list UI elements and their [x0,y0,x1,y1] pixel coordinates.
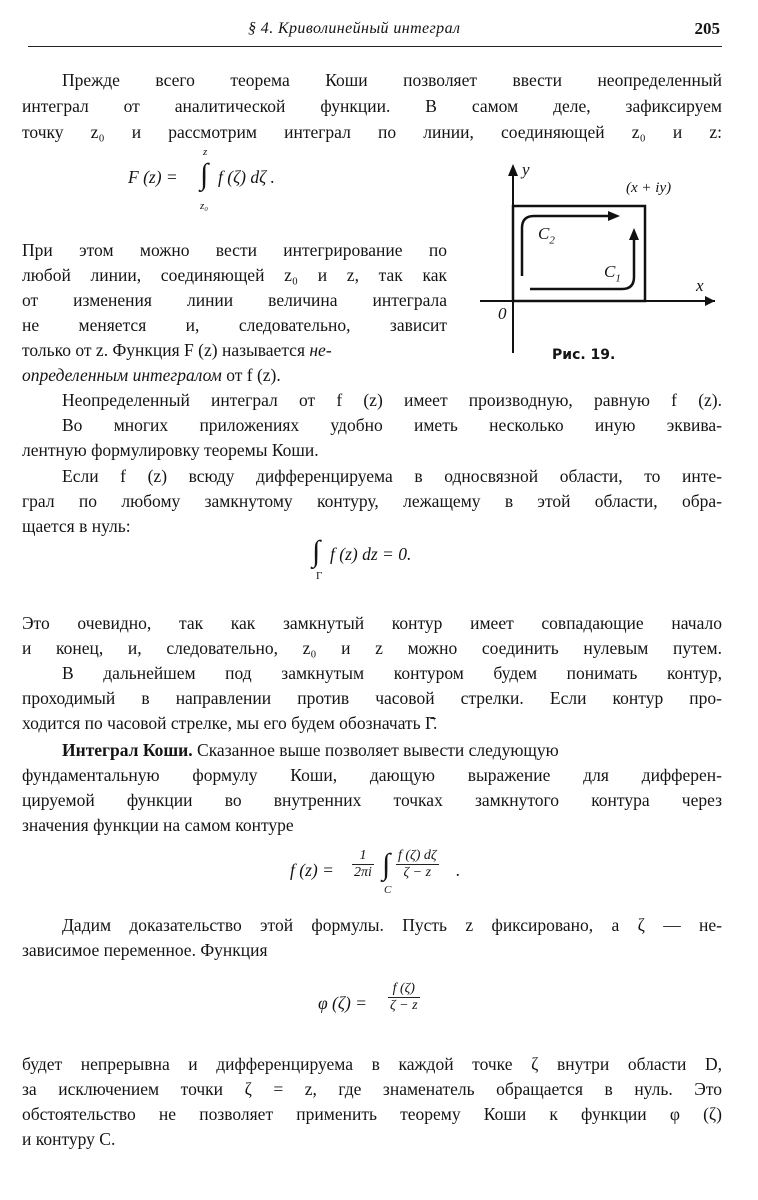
contour-diagram [470,158,720,358]
paragraph-2-line-5 [22,339,447,361]
integral-sign-2: ∫ [312,535,321,568]
formula-3-contour: C [384,884,392,896]
figure-caption: Рис. 19. [552,347,616,363]
paragraph-10-line-2: за исключением точки ζ = z, где знаменатель обращается в нуль. Это [22,1079,722,1099]
paragraph-4-line-2: лентную формулировку теоремы Коши. [22,440,319,460]
point-label: (x + iy) [626,180,672,196]
paragraph-8-line-2: фундаментальную формулу Коши, дающую выражение для дифферен- [22,765,722,785]
paragraph-6-line-2: и конец, и, следовательно, z₀ и z можно соединить нулевым путем. [22,638,722,658]
figure-19 [470,158,720,358]
paragraph-8-line-1 [62,739,722,761]
integral-sign-1: ∫ [200,158,209,191]
paragraph-2-line-2: любой линии, соединяющей z₀ и z, так как [22,265,447,285]
integral-sign-3: ∫ [382,848,391,881]
paragraph-7-line-3: ходится по часовой стрелке, мы его будем обозначать Γ̄. [22,713,438,733]
formula-3-coefficient-denominator: 2πi [354,865,372,880]
c2-label [538,224,555,246]
formula-3-integrand [396,848,439,881]
formula-4-fraction [388,981,420,1014]
paragraph-2-line-3: от изменения линии величина интеграла [22,290,447,310]
formula-1-lhs: F (z) = [128,167,178,187]
paragraph-8-line-1-text: Сказанное выше позволяет вывести следующую [197,740,559,760]
paragraph-10-line-3: обстоятельство не позволяет применить теорему Коши к функции φ (ζ) [22,1104,722,1124]
term-indefinite-integral: определенным интегралом [22,365,222,385]
paragraph-1-line-2: интеграл от аналитической функции. В самом деле, зафиксируем [22,96,722,116]
formula-4-numerator: f (ζ) [388,981,420,998]
paragraph-2-line-6 [22,364,447,386]
paragraph-7-line-2: проходимый в направлении против часовой стрелки. Если контур про- [22,688,722,708]
running-header [28,18,722,47]
paragraph-4-line-1: Во многих приложениях удобно иметь несколько иную эквива- [62,415,722,435]
formula-3-coefficient [352,848,374,881]
formula-3-lhs: f (z) = [290,860,334,880]
paragraph-2-line-6-text: от f (z). [226,365,281,385]
running-title: § 4. Криволинейный интеграл [248,20,461,37]
paragraph-2-line-4: не меняется и, следовательно, зависит [22,315,447,335]
formula-3-denominator: ζ − z [403,865,432,880]
paragraph-9-line-1: Дадим доказательство этой формулы. Пусть z фиксировано, а ζ — не- [62,915,722,935]
x-axis-arrow [705,296,715,306]
c2-letter: C [538,224,550,243]
paragraph-10-line-4: и контуру C. [22,1129,116,1149]
formula-1-integrand: f (ζ) dζ . [218,167,275,187]
paragraph-2-line-1: При этом можно вести интегрирование по [22,240,447,260]
paragraph-3: Неопределенный интеграл от f (z) имеет производную, равную f (z). [62,390,722,410]
formula-3-numerator: f (ζ) dζ [398,848,437,863]
path-c2 [522,216,612,276]
path-c2-arrow [608,211,620,221]
c2-subscript: 2 [549,234,555,247]
y-axis-arrow [508,164,518,176]
formula-4-denominator: ζ − z [390,998,418,1013]
paragraph-1-line-1: Прежде всего теорема Коши позволяет ввести неопределенный [62,70,722,90]
paragraph-5-line-3: щается в нуль: [22,516,131,536]
paragraph-8-line-3: цируемой функции во внутренних точках замкнутого контура через [22,790,722,810]
c1-letter: C [604,262,616,281]
y-axis-label: y [522,160,530,179]
paragraph-6-line-1: Это очевидно, так как замкнутый контур имеет совпадающие начало [22,613,722,633]
contour-rectangle [513,206,645,301]
section-heading-cauchy-integral: Интеграл Коши. [62,740,193,760]
formula-2-contour: Γ [316,570,323,582]
formula-3-coefficient-numerator: 1 [352,848,374,865]
path-c1-arrow [629,228,639,240]
paragraph-7-line-1: В дальнейшем под замкнутым контуром будем понимать контур, [62,663,722,683]
paragraph-9-line-2: зависимое переменное. Функция [22,940,268,960]
c1-label [604,262,621,284]
paragraph-2-line-5-text: только от z. Функция F (z) называется [22,340,305,360]
paragraph-2-line-5-italic: не- [309,340,332,360]
formula-4-lhs: φ (ζ) = [318,993,367,1013]
page-number: 205 [694,19,720,38]
paragraph-8-line-4: значения функции на самом контуре [22,815,294,835]
formula-1-lower-limit: z₀ [200,200,209,212]
paragraph-1-line-3: точку z₀ и рассмотрим интеграл по линии, соединяющей z₀ и z: [22,122,722,142]
paragraph-5-line-1: Если f (z) всюду дифференцируема в односвязной области, то инте- [62,466,722,486]
paragraph-5-line-2: грал по любому замкнутому контуру, лежащему в этой области, обра- [22,491,722,511]
x-axis-label: x [696,276,704,295]
formula-3-end: . [456,860,461,880]
paragraph-10-line-1: будет непрерывна и дифференцируема в каждой точке ζ внутри области D, [22,1054,722,1074]
c1-subscript: 1 [615,272,621,285]
formula-indefinite-integral [128,167,178,188]
formula-1-upper-limit: z [203,146,208,158]
formula-2-body: f (z) dz = 0. [330,544,412,564]
origin-label: 0 [498,304,507,323]
